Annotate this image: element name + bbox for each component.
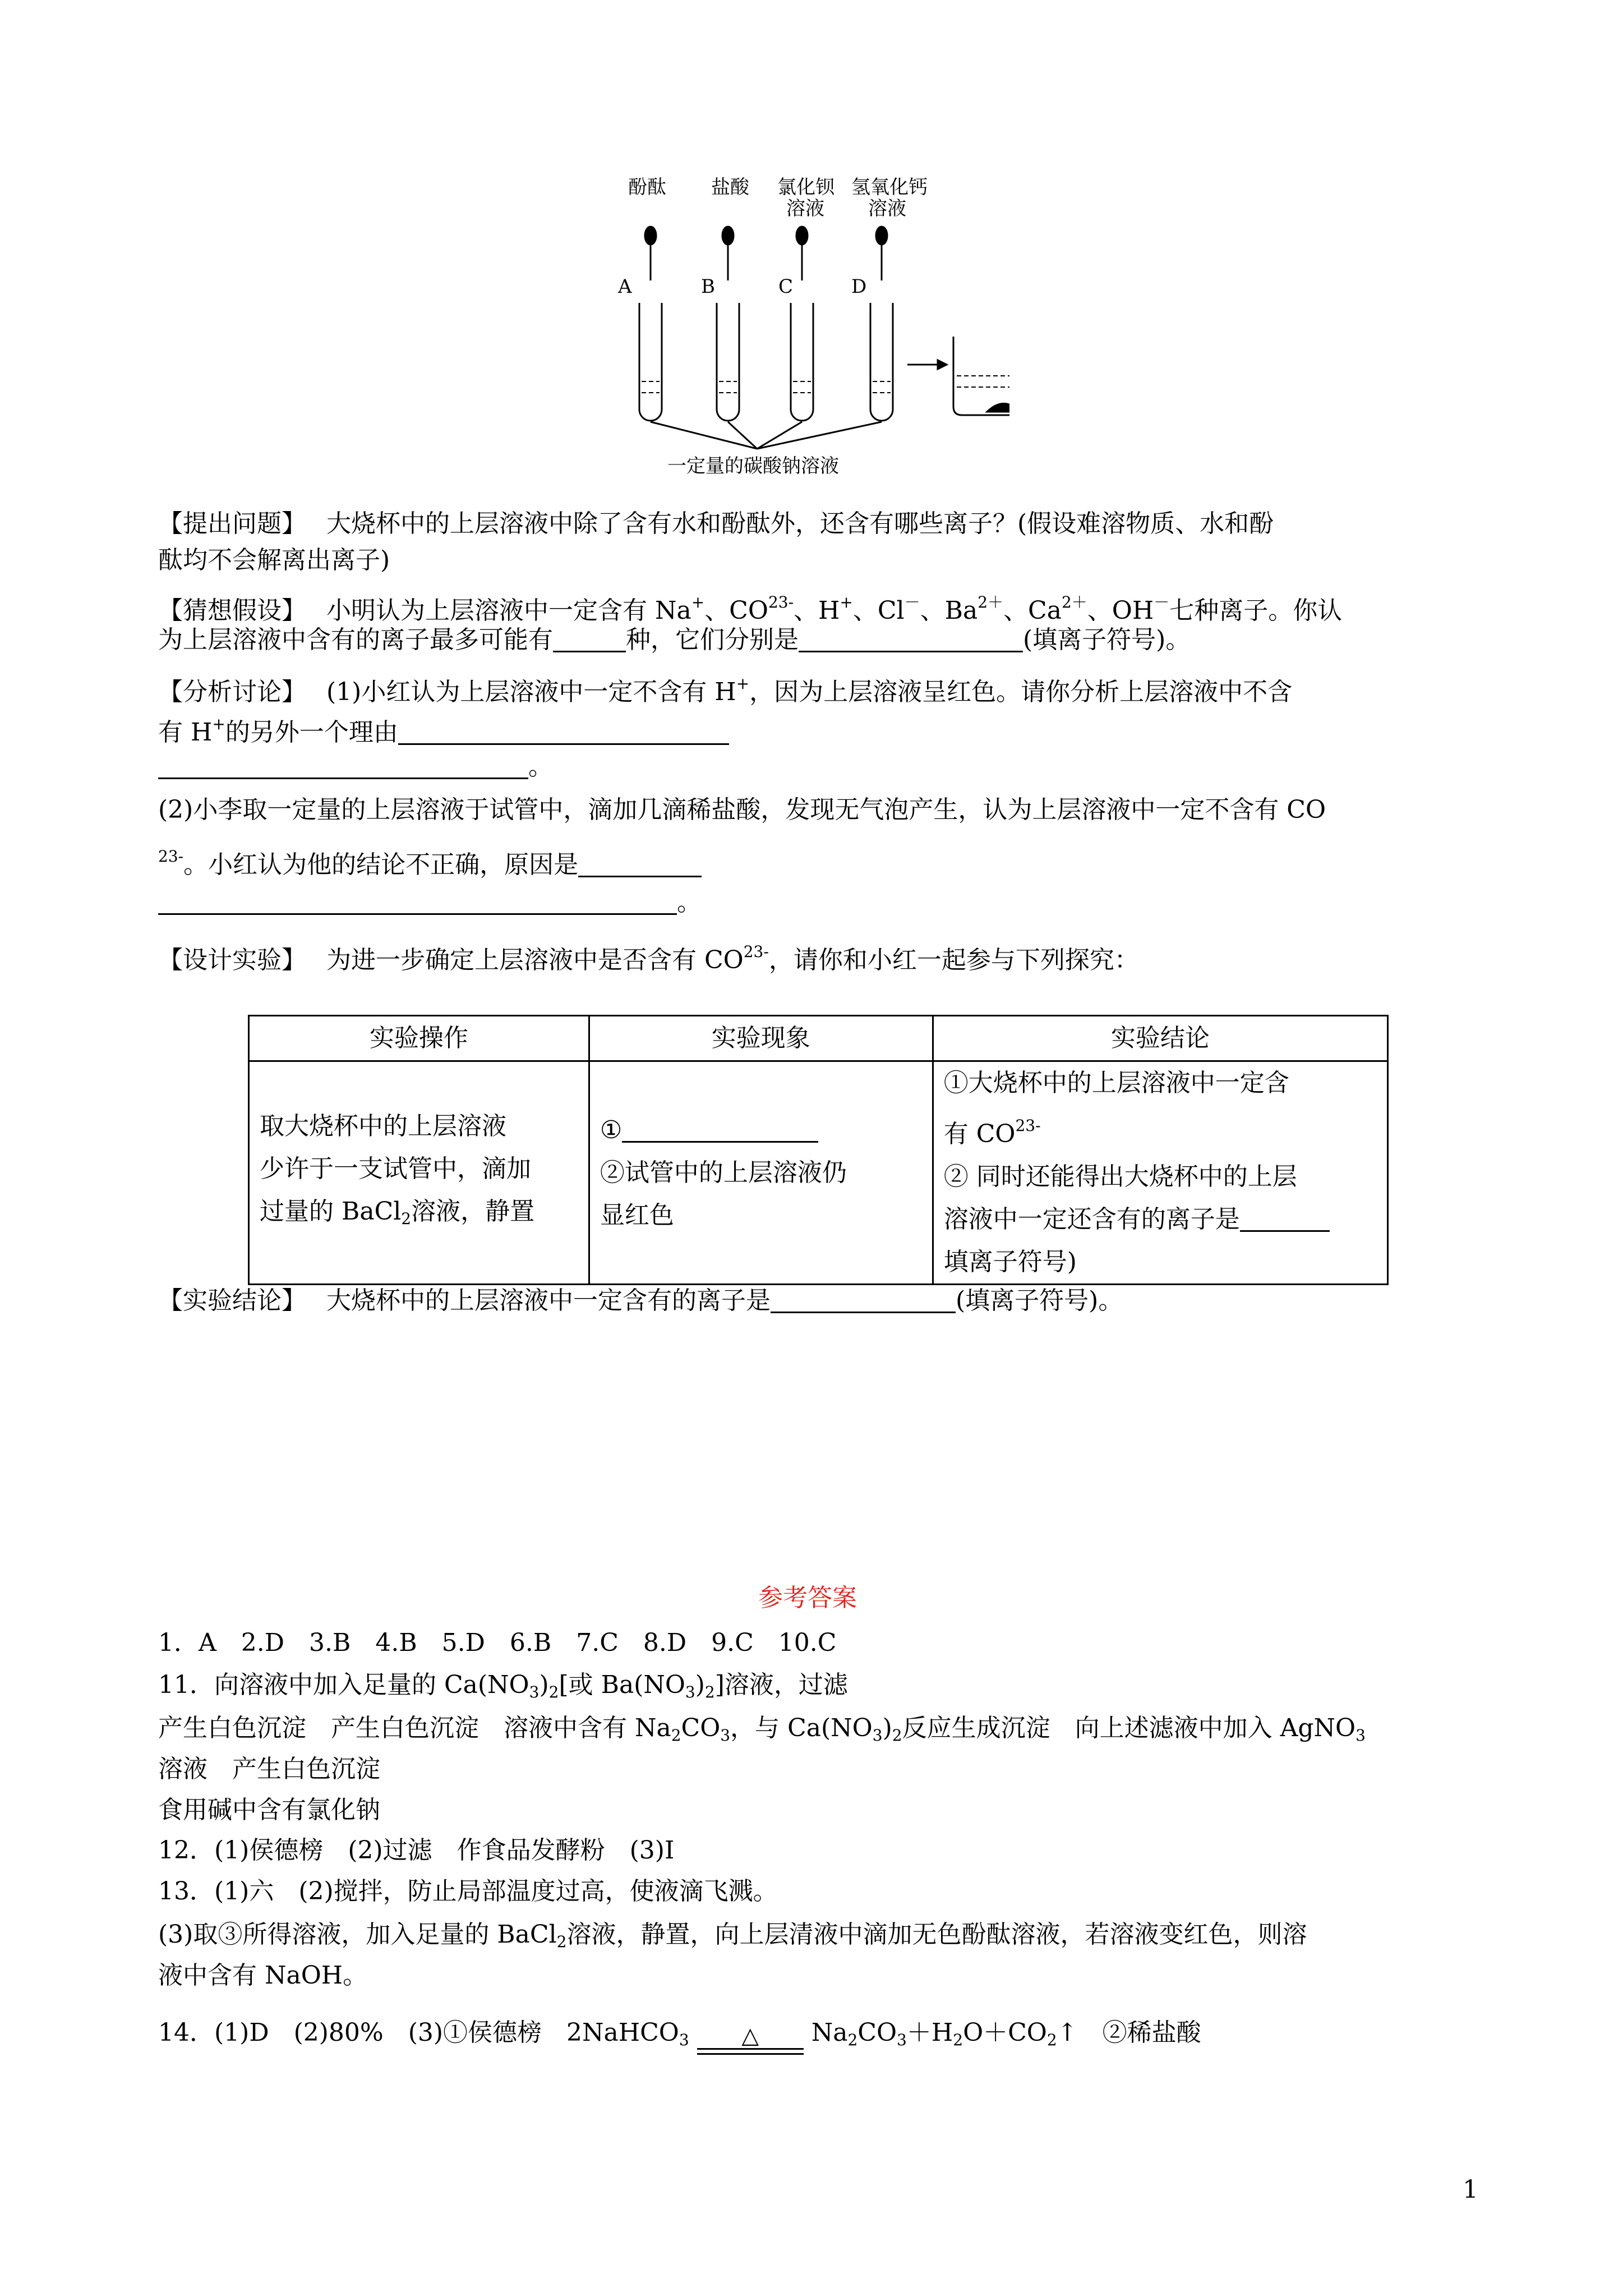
label-hcl: 盐酸	[711, 176, 749, 199]
answer-12: 12．(1)侯德榜 (2)过滤 作食品发酵粉 (3)Ⅰ	[158, 1836, 675, 1865]
tube-c	[791, 303, 813, 421]
reason-blank-1[interactable]	[398, 717, 729, 745]
label-phenolphthalein: 酚酞	[628, 176, 666, 199]
guess-line-1: 【猜想假设】 小明认为上层溶液中一定含有 Na+、$CO^{23-}$、H+、Cl－、$Ba^{2+}$、$Ca^{2+}$、OH－七种离子。你认	[158, 593, 1343, 625]
tube-d	[870, 303, 893, 421]
cause-blank-2[interactable]	[158, 887, 677, 915]
ions-blank[interactable]	[799, 625, 1023, 652]
count-blank[interactable]	[553, 625, 626, 652]
analysis-line-5: $^{23-}$。小红认为他的结论不正确，原因是	[158, 840, 702, 881]
dropper-a	[645, 227, 656, 280]
answer-13-line-2: (3)取③所得溶液，加入足量的 BaCl$_2$溶液，静置，向上层清液中滴加无色酚酞溶液，若溶液变红色，则溶	[158, 1920, 1307, 1951]
tube-b	[717, 303, 739, 421]
dropper-c	[796, 227, 808, 280]
heating-condition: △	[697, 2023, 804, 2055]
dropper-d	[876, 227, 887, 280]
answer-14: 14．(1)D (2)80% (3)①侯德榜 2NaHCO$_3$ △ $Na_2CO_3+H_2O+CO_2↑$ ②稀盐酸	[158, 2017, 1201, 2056]
label-caoh2-solution: 溶液	[868, 197, 906, 220]
label-caoh2: 氢氧化钙	[851, 176, 928, 199]
answers-title: 参考答案	[758, 1584, 857, 1612]
figure-caption: 一定量的碳酸钠溶液	[667, 455, 839, 477]
conclusion-line: 【实验结论】 大烧杯中的上层溶液中一定含有的离子是 (填离子符号)。	[158, 1286, 1123, 1315]
label-bacl2-solution: 溶液	[786, 197, 824, 220]
ask-line-2: 酞均不会解离出离子)	[158, 546, 390, 574]
precipitate	[987, 404, 1009, 412]
conclusion-blank[interactable]	[771, 1286, 956, 1313]
tube-label-a: A	[618, 275, 632, 298]
experiment-table	[248, 1015, 1389, 1285]
analysis-line-2: 有 H+的另外一个理由	[158, 708, 729, 749]
answer-11-line-3: 溶液 产生白色沉淀	[158, 1755, 380, 1783]
phenomenon-blank[interactable]	[622, 1115, 818, 1143]
analysis-line-6: 。	[158, 886, 702, 919]
header-phenomenon: 实验现象	[589, 1016, 933, 1061]
answer-11-line-1: 11．向溶液中加入足量的 $Ca(NO_3)_2$[或 $Ba(NO_3)_2$]溶液，过滤	[158, 1671, 848, 1701]
answer-13-line-3: 液中含有 NaOH。	[158, 1961, 368, 1990]
tube-label-b: B	[701, 275, 715, 298]
answer-11-line-4: 食用碱中含有氯化钠	[158, 1796, 380, 1824]
answer-13-line-1: 13．(1)六 (2)搅拌，防止局部温度过高，使液滴飞溅。	[158, 1877, 778, 1906]
cause-blank-1[interactable]	[578, 850, 702, 877]
answer-1-10: 1．A 2.D 3.B 4.B 5.D 6.B 7.C 8.D 9.C 10.C	[158, 1628, 837, 1657]
experiment-figure	[606, 168, 1009, 482]
analysis-line-4: (2)小李取一定量的上层溶液于试管中，滴加几滴稀盐酸，发现无气泡产生，认为上层溶液中一定不含有 CO	[158, 795, 1326, 824]
page-number: 1	[1463, 2175, 1478, 2204]
design-line: 【设计实验】 为进一步确定上层溶液中是否含有 $CO^{23-}$，请你和小红一起参与下列探究：	[158, 942, 1139, 974]
analysis-line-3: 。	[158, 751, 553, 783]
ask-line-1: 【提出问题】 大烧杯中的上层溶液中除了含有水和酚酞外，还含有哪些离子？(假设难溶物质、水和酚	[158, 509, 1274, 538]
tube-label-c: C	[778, 275, 794, 298]
tube-label-d: D	[851, 275, 867, 298]
answer-11-line-2: 产生白色沉淀 产生白色沉淀 溶液中含有 $Na_2CO_3$，与 $Ca(NO_3)_2$反应生成沉淀 向上述滤液中加入 AgNO$_3$	[158, 1714, 1366, 1745]
cell-phenomenon: ① ②试管中的上层溶液仍 显红色	[589, 1061, 933, 1285]
header-operation: 实验操作	[249, 1016, 589, 1061]
label-bacl2: 氯化钡	[777, 176, 834, 199]
cell-conclusion: ①大烧杯中的上层溶液中一定含 有 $CO^{23-}$ ② 同时还能得出大烧杯中的上层 溶液中一定还含有的离子是 填离子符号)	[933, 1061, 1387, 1285]
reason-blank-2[interactable]	[158, 752, 528, 779]
ion-blank-table[interactable]	[1240, 1204, 1330, 1232]
tube-a	[639, 303, 662, 421]
header-conclusion: 实验结论	[933, 1016, 1387, 1061]
guess-line-2: 为上层溶液中含有的离子最多可能有 种，它们分别是 (填离子符号)。	[158, 625, 1191, 654]
analysis-line-1: 【分析讨论】 (1)小红认为上层溶液中一定不含有 H+，因为上层溶液呈红色。请你分析上层溶液中不含	[158, 674, 1293, 706]
cell-operation: 取大烧杯中的上层溶液 少许于一支试管中，滴加 过量的 BaCl$_2$溶液，静置	[249, 1061, 589, 1285]
dropper-b	[722, 227, 734, 280]
